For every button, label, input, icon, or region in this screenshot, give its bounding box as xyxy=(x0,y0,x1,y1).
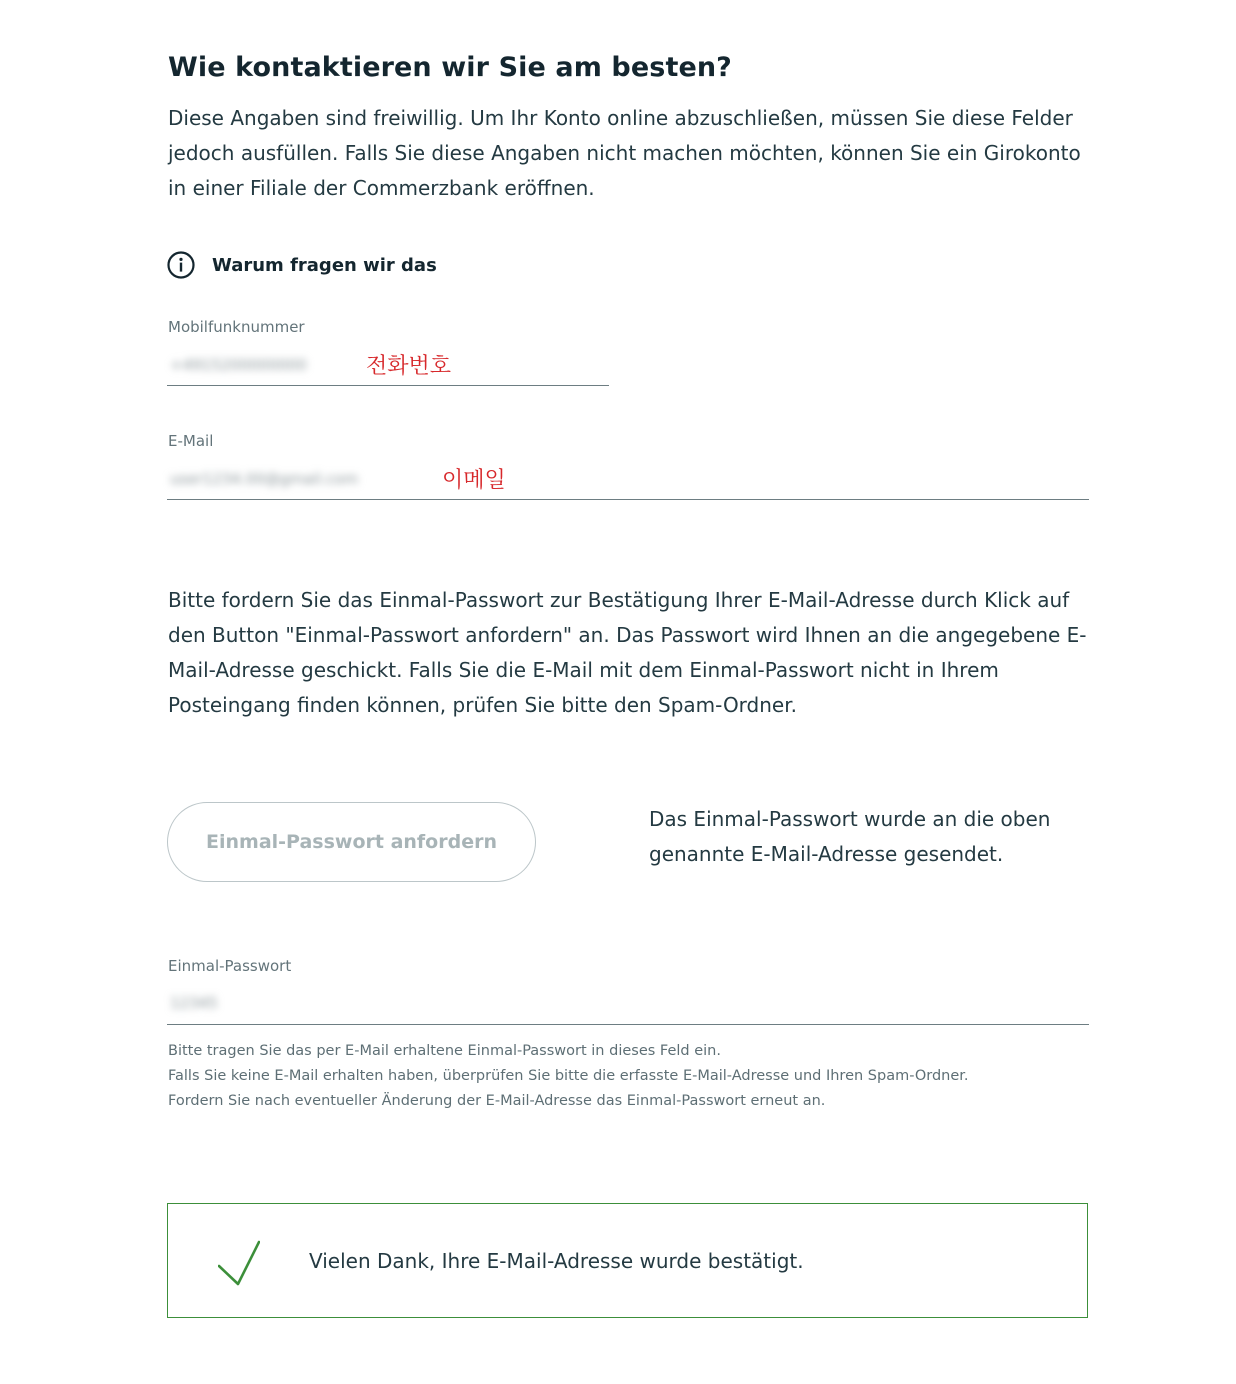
phone-field-label: Mobilfunknummer xyxy=(168,318,305,336)
success-banner xyxy=(167,1203,1088,1318)
otp-hint-line: Falls Sie keine E-Mail erhalten haben, überprüfen Sie bitte die erfasste E-Mail-Adresse und Ihren Spam-Ordner. xyxy=(168,1068,969,1084)
email-field-label: E-Mail xyxy=(168,432,214,450)
why-we-ask-label: Warum fragen wir das xyxy=(212,254,437,276)
phone-input[interactable]: +4915200000000 xyxy=(170,356,307,374)
otp-field-label: Einmal-Passwort xyxy=(168,957,292,975)
why-we-ask-link[interactable] xyxy=(167,250,437,280)
otp-input-underline xyxy=(167,1024,1089,1025)
otp-hint-line: Fordern Sie nach eventueller Änderung der E-Mail-Adresse das Einmal-Passwort erneut an. xyxy=(168,1093,826,1109)
phone-input-underline xyxy=(167,385,609,386)
otp-hint xyxy=(168,1039,1098,1114)
page-title: Wie kontaktieren wir Sie am besten? xyxy=(168,52,732,83)
info-icon xyxy=(167,251,195,279)
intro-text: Diese Angaben sind freiwillig. Um Ihr Konto online abzuschließen, müssen Sie diese Felder jedoch ausfüllen. Falls Sie diese Angaben nicht machen möchten, können Sie ein Girokonto in einer Filiale der Commerzbank eröffnen. xyxy=(168,106,1081,200)
success-message: Vielen Dank, Ihre E-Mail-Adresse wurde bestätigt. xyxy=(309,1249,804,1273)
checkmark-icon xyxy=(218,1240,260,1286)
email-input[interactable]: user1234.00@gmail.com xyxy=(170,470,359,488)
otp-input[interactable]: 12345 xyxy=(170,994,218,1012)
otp-sent-message: Das Einmal-Passwort wurde an die oben genannte E-Mail-Adresse gesendet. xyxy=(649,807,1051,866)
request-otp-button[interactable]: Einmal-Passwort anfordern xyxy=(167,802,536,882)
otp-hint-line: Bitte tragen Sie das per E-Mail erhaltene Einmal-Passwort in dieses Feld ein. xyxy=(168,1043,721,1059)
phone-annotation: 전화번호 xyxy=(366,354,452,379)
otp-instructions: Bitte fordern Sie das Einmal-Passwort zur Bestätigung Ihrer E-Mail-Adresse durch Klick auf den Button "Einmal-Passwort anfordern" an. Das Passwort wird Ihnen an die angegebene E-Mail-Adresse geschickt. Falls Sie die E-Mail mit dem Einmal-Passwort nicht in Ihrem Posteingang finden können, prüfen Sie bitte den Spam-Ordner. xyxy=(168,588,1087,717)
email-annotation: 이메일 xyxy=(442,468,506,493)
email-input-underline xyxy=(167,499,1089,500)
